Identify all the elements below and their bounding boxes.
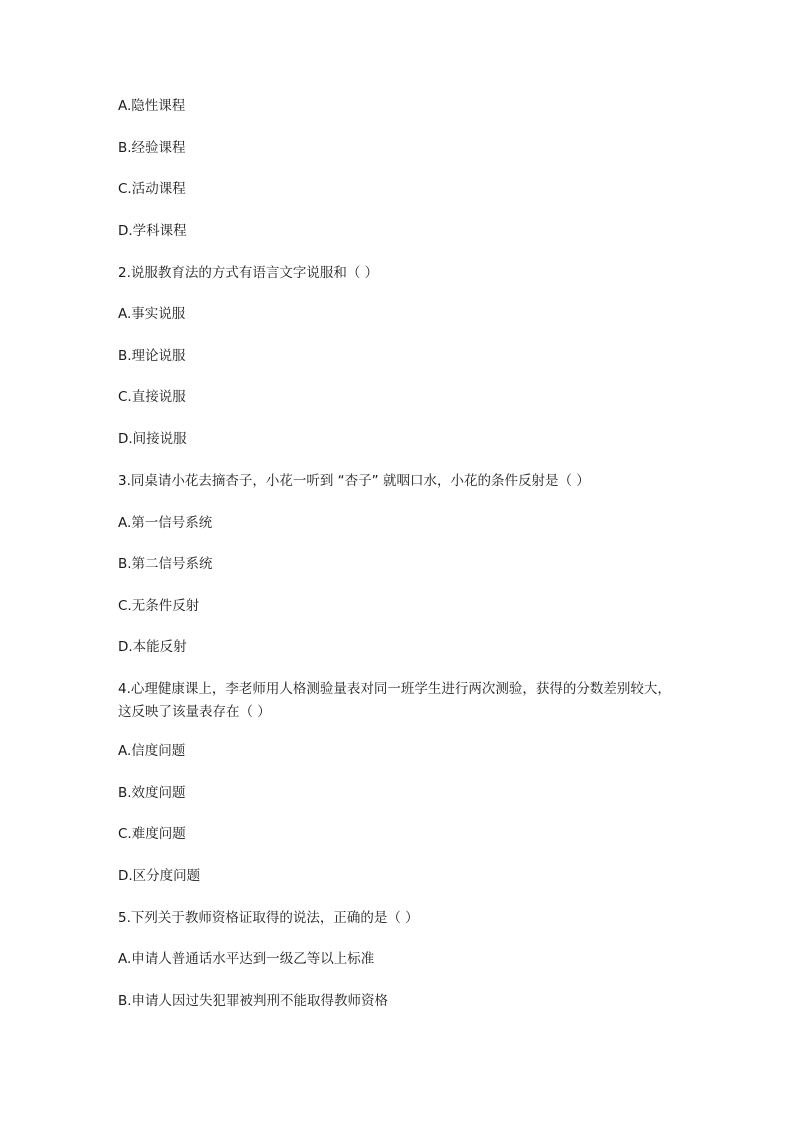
question-4: 4.心理健康课上，李老师用人格测验量表对同一班学生进行两次测验，获得的分数差别较大，这反映了该量表存在（ ） (118, 681, 671, 720)
q2-option-b: B.理论说服 (118, 348, 186, 364)
q1-option-c: C.活动课程 (118, 181, 186, 197)
q3-option-d: D.本能反射 (118, 639, 187, 655)
q2-option-d: D.间接说服 (118, 431, 187, 447)
question-2: 2.说服教育法的方式有语言文字说服和（ ） (118, 265, 379, 281)
q5-option-a: A.申请人普通话水平达到一级乙等以上标准 (118, 951, 375, 967)
q1-option-b: B.经验课程 (118, 140, 186, 156)
q4-option-a: A.信度问题 (118, 743, 186, 759)
q2-option-a: A.事实说服 (118, 306, 186, 322)
q3-option-a: A.第一信号系统 (118, 515, 213, 531)
question-5: 5.下列关于教师资格证取得的说法，正确的是（ ） (118, 910, 419, 926)
q2-option-c: C.直接说服 (118, 389, 186, 405)
question-3: 3.同桌请小花去摘杏子，小花一听到 “杏子” 就咽口水，小花的条件反射是（ ） (118, 473, 590, 489)
q1-option-a: A.隐性课程 (118, 98, 186, 114)
q1-option-d: D.学科课程 (118, 223, 187, 239)
q4-option-c: C.难度问题 (118, 826, 186, 842)
q4-option-b: B.效度问题 (118, 785, 186, 801)
q3-option-c: C.无条件反射 (118, 598, 200, 614)
q5-option-b: B.申请人因过失犯罪被判刑不能取得教师资格 (118, 993, 389, 1009)
q4-option-d: D.区分度问题 (118, 868, 201, 884)
q3-option-b: B.第二信号系统 (118, 556, 213, 572)
